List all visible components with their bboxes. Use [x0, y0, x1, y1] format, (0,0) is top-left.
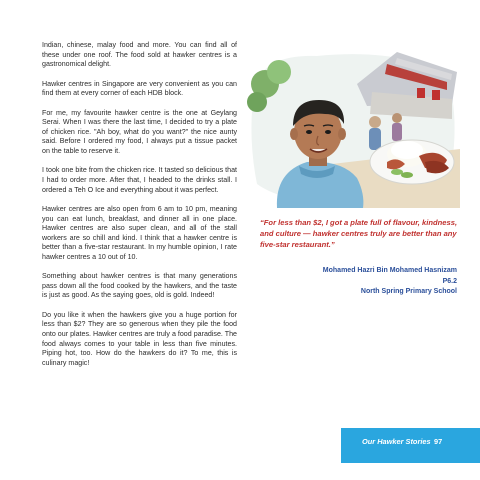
paragraph: Hawker centres in Singapore are very convenient as you can find them at every corner of each HDB block.	[42, 79, 237, 98]
paragraph: For me, my favourite hawker centre is the one at Geylang Serai. When I was there the last time, I decided to try a plate of chicken rice. "Ah boy, what do you want?" the nice aunty said. Before I ordered my food, I always put a tissue packet on the table to reserve it.	[42, 108, 237, 155]
footer-title: Our Hawker Stories	[362, 437, 431, 446]
paragraph: Something about hawker centres is that many generations pass down all the food cooked by the hawkers, and the taste is just as good. As the saying goes, old is gold. Indeed!	[42, 272, 237, 300]
paragraph: Do you like it when the hawkers give you a huge portion for less than $2? They are so generous when they pile the food onto our plates. Hawker centres are truly a food paradise. The food always comes to your table in less than five minutes. Piping hot, too. How do the hawkers do it? To me, this is culinary magic!	[42, 310, 237, 367]
pull-quote: “For less than $2, I got a plate full of flavour, kindness, and culture — hawker centres truly are better than any five-star restaurant.”	[260, 218, 458, 249]
author-grade: P6.2	[442, 277, 457, 285]
article-body	[42, 41, 237, 378]
author-credit	[257, 266, 457, 298]
author-name: Mohamed Hazri Bin Mohamed Hasnizam	[322, 267, 457, 274]
paragraph: I took one bite from the chicken rice. It tasted so delicious that I had to order more. After that, I headed to the drinks stall. I ordered a Teh O Ice and everything about it was perfect.	[42, 166, 237, 194]
paragraph: Indian, chinese, malay food and more. You can find all of these under one roof. The food sold at hawker centres is a gastronomical delight.	[42, 41, 237, 69]
boy-with-chicken-rice-illustration	[247, 44, 460, 208]
page-number: 97	[434, 437, 443, 446]
author-school: North Spring Primary School	[360, 288, 457, 295]
paragraph: Hawker centres are also open from 6 am to 10 pm, meaning you can eat lunch, breakfast, and dinner all in one place. Hawker centres are also super clean, and all of the stall workers are so chill and kind. I think that a hawker centre is better than a five-star restaurant. In my humble opinion, I rate hawker centres a 10 out of 10.	[42, 204, 237, 261]
